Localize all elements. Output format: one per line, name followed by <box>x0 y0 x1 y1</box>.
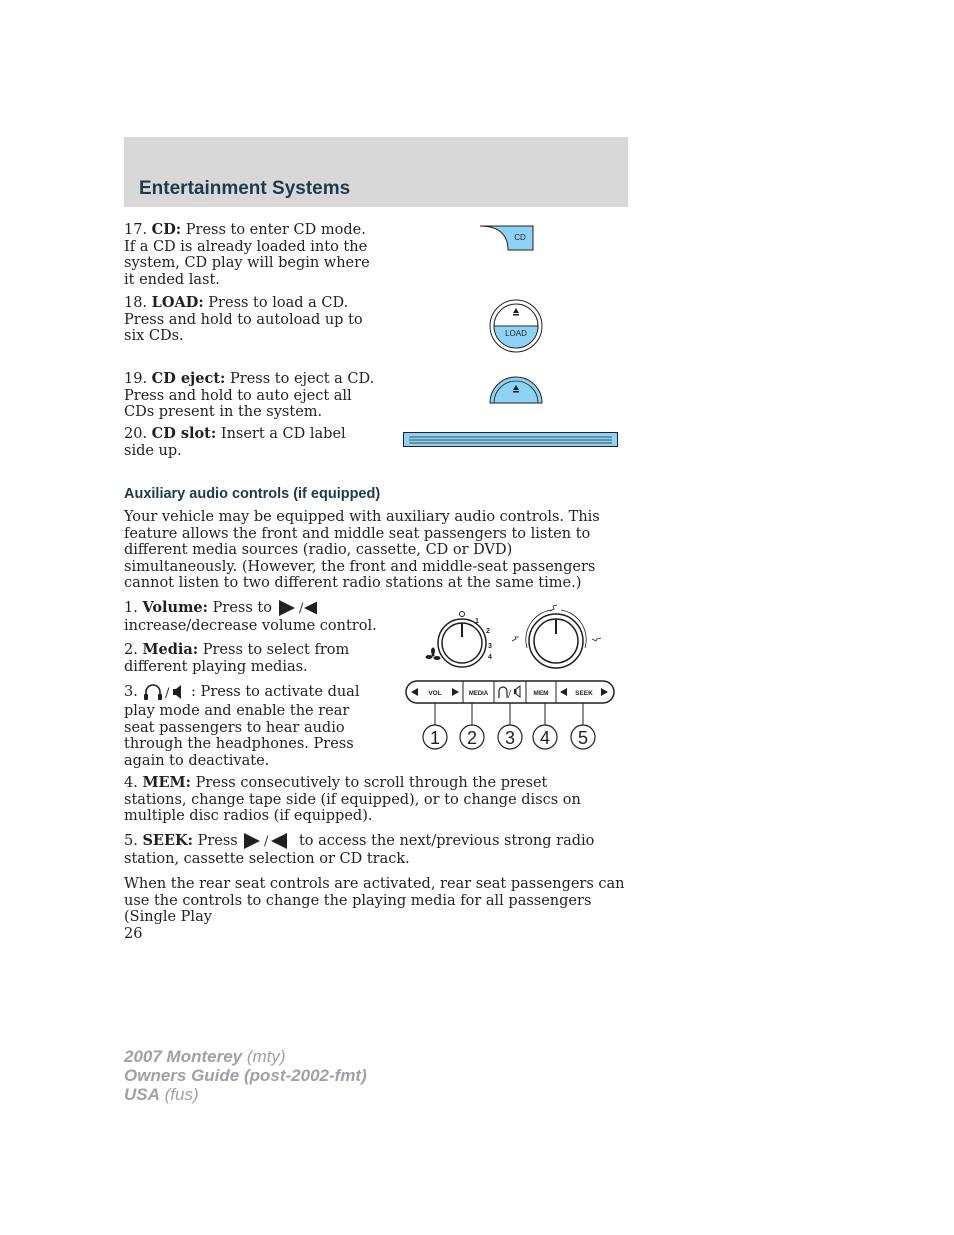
fan-level-1: 1 <box>475 618 479 625</box>
vol-button-label: VOL <box>428 690 442 697</box>
load-button-label: LOAD <box>505 329 527 338</box>
aux-intro: Your vehicle may be equipped with auxiliary audio controls. This feature allows the front and middle seat passengers to listen to different media sources (radio, cassette, CD or DVD) simultaneously. (However, the front and middle-seat passengers cannot listen to two different radio stations at the same time.) <box>124 509 600 591</box>
aux-item-dual-play: 3. / : Press to activate dual play mode and enable the rear seat passengers to hear audio through the headphones. Press again to deactivate. <box>124 681 374 769</box>
fan-level-2: 2 <box>486 628 490 635</box>
callouts <box>423 703 595 749</box>
callout-4: 4 <box>539 728 551 748</box>
callout-2: 2 <box>466 728 478 748</box>
fan-level-3: 3 <box>488 643 492 650</box>
aux-closing: When the rear seat controls are activated, rear seat passengers can use the controls to change the playing media for all passengers (Single Play <box>124 876 625 925</box>
aux-item-seek: 5. SEEK: Press / to access the next/previous strong radio station, cassette selection or CD track. <box>124 832 595 867</box>
item-cd-eject: 19. CD eject: Press to eject a CD. Press and hold to auto eject all CDs present in the system. <box>124 370 375 420</box>
temp-icon <box>592 638 601 641</box>
media-button-label: MEDIA <box>468 691 489 697</box>
footer: 2007 Monterey (mty) Owners Guide (post-2002-fmt) USA (fus) <box>124 1047 367 1104</box>
rear-controls-figure <box>400 603 622 755</box>
load-button-figure <box>488 298 544 354</box>
seek-arrows-icon <box>242 831 294 851</box>
cd-slot-figure <box>403 432 619 448</box>
svg-text:/: / <box>508 690 512 700</box>
aux-item-volume: 1. Volume: Press to / increase/decrease volume control. <box>124 599 377 634</box>
item-cd: 17. CD: Press to enter CD mode. If a CD is already loaded into the system, CD play will begin where it ended last. <box>124 221 370 288</box>
aux-item-mem: 4. MEM: Press consecutively to scroll through the preset stations, change tape side (if equipped), or to change discs on multiple disc radios (if equipped). <box>124 774 581 824</box>
temp-icon <box>512 637 519 641</box>
aux-heading: Auxiliary audio controls (if equipped) <box>124 486 381 502</box>
temp-icon <box>550 605 557 611</box>
volume-arrows-icon <box>277 598 317 618</box>
section-title: Entertainment Systems <box>139 178 351 199</box>
cd-eject-button-figure <box>488 373 544 405</box>
fan-level-4: 4 <box>488 654 492 661</box>
svg-text:/: / <box>298 601 303 616</box>
fan-knob <box>426 612 493 668</box>
mem-button-label: MEM <box>533 690 549 697</box>
svg-text:/: / <box>264 834 269 849</box>
callout-3: 3 <box>504 728 516 748</box>
headphones-speaker-icon <box>142 681 186 703</box>
button-strip <box>406 681 614 703</box>
callout-1: 1 <box>429 728 441 748</box>
aux-item-media: 2. Media: Press to select from different playing medias. <box>124 641 350 675</box>
temperature-knob <box>512 605 601 668</box>
callout-5: 5 <box>577 728 589 748</box>
page-number: 26 <box>124 926 143 942</box>
svg-text:/: / <box>165 686 170 701</box>
seek-button-label: SEEK <box>575 690 593 697</box>
item-load: 18. LOAD: Press to load a CD. Press and hold to autoload up to six CDs. <box>124 294 363 344</box>
item-cd-slot: 20. CD slot: Insert a CD label side up. <box>124 425 346 459</box>
cd-button-figure <box>478 224 538 254</box>
section-header <box>124 137 628 207</box>
cd-button-label: CD <box>514 233 526 242</box>
